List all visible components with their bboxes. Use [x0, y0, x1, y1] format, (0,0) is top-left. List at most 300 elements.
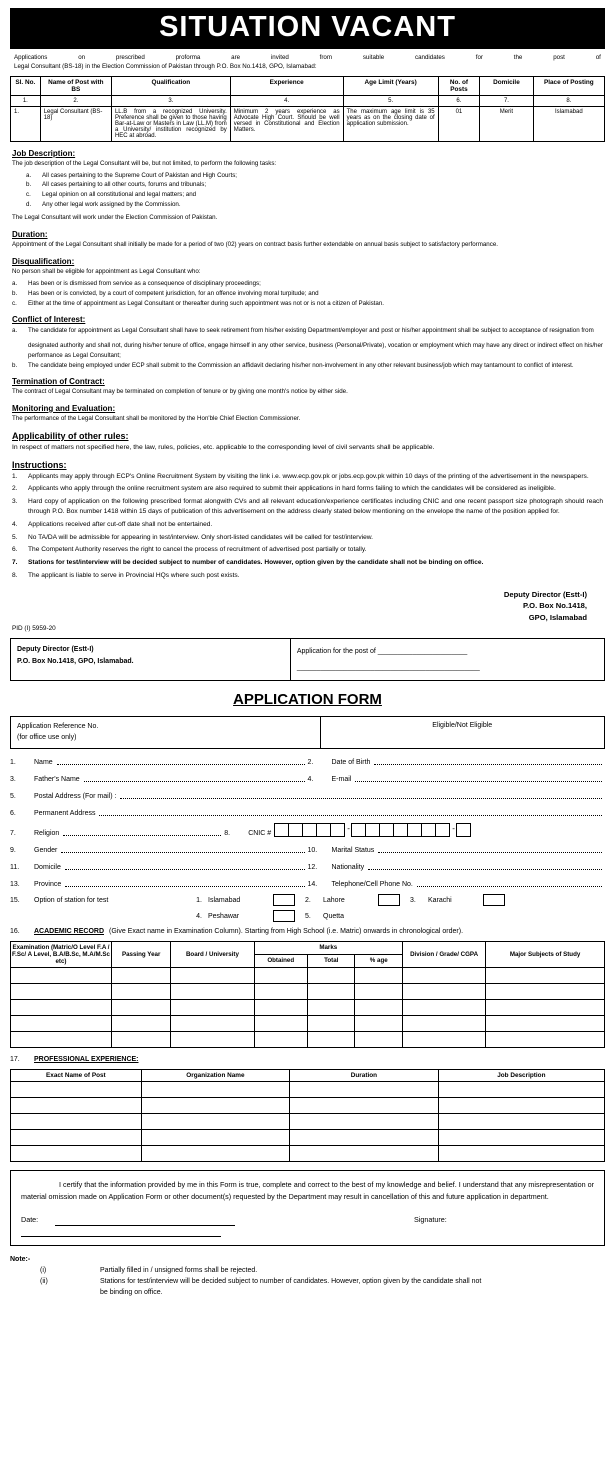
- item-mark: d.: [26, 200, 32, 208]
- th-organization: Organization Name: [141, 1070, 290, 1082]
- notes-section: [10, 1254, 605, 1299]
- field-input-line[interactable]: [378, 843, 602, 853]
- station-label: Option of station for test: [34, 896, 109, 904]
- item-text: The Competent Authority reserves the right to cancel the process of recruitment of advertised post partially or totally.: [28, 546, 367, 554]
- form-row-gender-marital: [10, 843, 605, 854]
- cell[interactable]: [141, 1098, 290, 1114]
- list-item: [12, 533, 603, 543]
- field-province[interactable]: [10, 877, 308, 888]
- item-mark: 7.: [12, 559, 18, 567]
- disqualification-intro: No person shall be eligible for appointment as Legal Consultant who:: [12, 268, 201, 276]
- th-passing-year: Passing Year: [111, 942, 170, 968]
- cell[interactable]: [171, 1000, 254, 1016]
- field-num: 14.: [307, 881, 318, 889]
- item-text: Applicants who apply through the online recruitment system are also required to submit their applications in hard forms failing to which the candidates will be considered as ineligible.: [28, 485, 556, 493]
- cell[interactable]: [355, 984, 403, 1000]
- address-right-line-2[interactable]: _______________________________________________: [296, 663, 480, 671]
- form-row-father-email: [10, 772, 605, 783]
- list-item: [12, 289, 603, 298]
- professional-experience-table: [10, 1069, 605, 1162]
- item-mark: a.: [12, 280, 18, 288]
- tn-3: 3.: [111, 95, 230, 106]
- cnic-cell[interactable]: [421, 823, 436, 837]
- cell[interactable]: [11, 968, 112, 984]
- note-mark: (ii): [40, 1277, 48, 1285]
- item-mark: 5.: [12, 533, 18, 541]
- note-item-1: [10, 1265, 605, 1276]
- field-name[interactable]: [10, 755, 308, 766]
- item-mark: 3.: [12, 498, 18, 506]
- intro-word: prescribed: [115, 54, 145, 61]
- th-job-description: Job Description: [438, 1070, 604, 1082]
- field-label: Province: [34, 881, 62, 889]
- field-input-line[interactable]: [65, 877, 304, 887]
- item-text: No TA/DA will be admissible for appearing in test/interview. Only short-listed candidates will be called for test/interview.: [28, 533, 373, 541]
- field-postal-address[interactable]: [10, 789, 605, 800]
- date-input-line[interactable]: [55, 1215, 235, 1226]
- field-label: Name: [34, 759, 53, 767]
- field-input-line[interactable]: [61, 843, 304, 853]
- cell[interactable]: [171, 1032, 254, 1048]
- form-row-religion-cnic: [10, 823, 605, 837]
- cell[interactable]: [290, 1082, 439, 1098]
- cnic-cell[interactable]: [316, 823, 331, 837]
- cell-qualification: LL.B from a recognized University. Preference shall be given to those having Bar-at-Law or Masters in Law (LL.M) from a University/ institution recognized by HEC at abroad.: [111, 106, 230, 141]
- field-input-line[interactable]: [120, 789, 602, 799]
- item-text: Either at the time of appointment as Legal Consultant or thereafter during such appointment was not or is not a citizen of Pakistan.: [28, 299, 384, 307]
- cnic-cell[interactable]: [407, 823, 422, 837]
- cell[interactable]: [11, 1032, 112, 1048]
- cell[interactable]: [111, 984, 170, 1000]
- table-row[interactable]: [11, 1016, 605, 1032]
- signature-line-2: P.O. Box No.1418,: [522, 601, 587, 611]
- cell[interactable]: [438, 1130, 604, 1146]
- cell[interactable]: [11, 1146, 142, 1162]
- th-domicile: Domicile: [480, 76, 533, 95]
- cell[interactable]: [307, 968, 355, 984]
- academic-record-heading-row: [10, 928, 605, 935]
- address-left-line-1: Deputy Director (Estt-I): [17, 646, 94, 654]
- list-item: [12, 497, 603, 517]
- cell[interactable]: [290, 1130, 439, 1146]
- academic-record-table: [10, 941, 605, 1048]
- field-input-line[interactable]: [84, 772, 305, 782]
- item-mark: b.: [26, 181, 32, 189]
- cell[interactable]: [438, 1098, 604, 1114]
- field-input-line[interactable]: [368, 860, 602, 870]
- cell-posts: 01: [438, 106, 480, 141]
- cell[interactable]: [290, 1098, 439, 1114]
- form-row-domicile-nationality: [10, 860, 605, 871]
- cell-domicile: Merit: [480, 106, 533, 141]
- field-label: Domicile: [34, 864, 61, 872]
- disqualification-section: [12, 257, 603, 308]
- eligibility-label: Eligible/Not Eligible: [432, 722, 493, 730]
- item-mark: [12, 341, 28, 360]
- station-mark-2: 2.: [305, 896, 311, 904]
- field-religion[interactable]: [10, 826, 224, 837]
- cell[interactable]: [171, 968, 254, 984]
- item-text: The applicant is liable to serve in Provincial HQs where such post exists.: [28, 571, 240, 579]
- cell[interactable]: [307, 1016, 355, 1032]
- field-domicile[interactable]: [10, 860, 308, 871]
- field-father-name[interactable]: [10, 772, 308, 783]
- table-row[interactable]: [11, 1032, 605, 1048]
- th-percent: % age: [355, 955, 403, 968]
- field-num: 13.: [10, 881, 20, 889]
- cell[interactable]: [438, 1082, 604, 1098]
- list-item: [26, 180, 603, 189]
- item-text: Stations for test/interview will be decided subject to number of candidates. However, option given by the candidate shall not be binding on office.: [28, 559, 484, 567]
- note-heading: Note:-: [10, 1255, 31, 1263]
- field-num: 10.: [307, 847, 318, 855]
- academic-header-row-1: [11, 942, 605, 955]
- item-text: Applications received after cut-off date shall not be entertained.: [28, 520, 213, 528]
- field-label: E-mail: [331, 776, 352, 784]
- monitoring-text: The performance of the Legal Consultant shall be monitored by the Hon'ble Chief Election Commissioner.: [12, 414, 301, 422]
- list-item: [12, 299, 603, 308]
- tn-1: 1.: [11, 95, 41, 106]
- intro-word: are: [231, 54, 241, 61]
- tn-5: 5.: [343, 95, 438, 106]
- termination-heading: Termination of Contract:: [12, 376, 105, 386]
- cell[interactable]: [254, 968, 307, 984]
- cnic-cell[interactable]: [288, 823, 303, 837]
- item-text: Legal opinion on all constitutional and legal matters; and: [42, 191, 197, 199]
- certification-text: I certify that the information provided by me in this Form is true, complete and correct to the best of my knowledge and belief. I understand that any misrepresentation or material omission made on Application Form or other document(s) requested by the Department may result in cancellation of this and future application in department.: [21, 1180, 594, 1201]
- station-checkbox-lahore[interactable]: [378, 894, 400, 906]
- table-row[interactable]: [11, 1130, 605, 1146]
- field-email[interactable]: [308, 772, 606, 783]
- cell[interactable]: [403, 1000, 486, 1016]
- cell[interactable]: [486, 1000, 605, 1016]
- cell[interactable]: [254, 1000, 307, 1016]
- th-sl: Sl. No.: [11, 76, 41, 95]
- field-input-line[interactable]: [63, 826, 221, 836]
- cell[interactable]: [11, 984, 112, 1000]
- station-name-3: Karachi: [428, 896, 452, 904]
- cell[interactable]: [141, 1114, 290, 1130]
- table-row[interactable]: [11, 984, 605, 1000]
- intro-word: candidates: [414, 54, 445, 61]
- cnic-cell[interactable]: [302, 823, 317, 837]
- intro-word: suitable: [362, 54, 385, 61]
- field-num: 6.: [10, 810, 16, 818]
- table-row[interactable]: [11, 1082, 605, 1098]
- address-left-line-2: P.O. Box No.1418, GPO, Islamabad.: [17, 658, 134, 666]
- station-name-1: Islamabad: [208, 896, 241, 904]
- table-number-row: [11, 95, 605, 106]
- cell[interactable]: [438, 1146, 604, 1162]
- list-item: [12, 279, 603, 288]
- cell[interactable]: [11, 1098, 142, 1114]
- station-mark-3: 3.: [410, 896, 416, 904]
- station-checkbox-islamabad[interactable]: [273, 894, 295, 906]
- cell[interactable]: [290, 1114, 439, 1130]
- cell[interactable]: [307, 1000, 355, 1016]
- professional-header-row: [11, 1070, 605, 1082]
- cnic-cell[interactable]: [393, 823, 408, 837]
- cell[interactable]: [290, 1146, 439, 1162]
- cell[interactable]: [307, 984, 355, 1000]
- tn-6: 6.: [438, 95, 480, 106]
- application-form-title: APPLICATION FORM: [233, 691, 382, 709]
- cell[interactable]: [438, 1114, 604, 1130]
- cnic-cell[interactable]: [351, 823, 366, 837]
- tn-8: 8.: [533, 95, 604, 106]
- cell[interactable]: [403, 1032, 486, 1048]
- station-checkbox-karachi[interactable]: [483, 894, 505, 906]
- reference-left: [11, 717, 321, 748]
- item-text: Has been or is dismissed from service as a consequence of disciplinary proceedings;: [28, 280, 261, 288]
- signature-line-3: GPO, Islamabad: [528, 612, 587, 622]
- instructions-list: [12, 472, 603, 581]
- field-label: Nationality: [331, 864, 365, 872]
- instructions-heading: Instructions:: [12, 459, 67, 470]
- station-name-4: Peshawar: [208, 912, 240, 920]
- field-num: 11.: [10, 864, 20, 872]
- monitoring-section: [12, 404, 603, 424]
- cell[interactable]: [111, 1032, 170, 1048]
- cell[interactable]: [111, 1000, 170, 1016]
- duration-heading: Duration:: [12, 230, 48, 240]
- station-mark-1: 1.: [196, 896, 202, 904]
- cell[interactable]: [486, 1016, 605, 1032]
- field-num: 12.: [307, 864, 318, 872]
- cell[interactable]: [11, 1130, 142, 1146]
- address-box-right: [291, 639, 604, 680]
- intro-word: proforma: [175, 54, 201, 61]
- cell[interactable]: [486, 1032, 605, 1048]
- cell-sl: 1.: [11, 106, 41, 141]
- other-rules-section: [12, 431, 603, 453]
- cell[interactable]: [355, 1016, 403, 1032]
- tn-2: 2.: [40, 95, 111, 106]
- field-nationality[interactable]: [308, 860, 606, 871]
- field-input-line[interactable]: [374, 755, 602, 765]
- cell[interactable]: [11, 1000, 112, 1016]
- field-label: Postal Address (For mail) :: [34, 793, 117, 801]
- date-signature-row: [21, 1214, 594, 1226]
- duration-section: [12, 230, 603, 250]
- intro-word: Applications: [14, 54, 48, 61]
- th-duration: Duration: [290, 1070, 439, 1082]
- field-num: 2.: [307, 759, 314, 767]
- cell[interactable]: [355, 1032, 403, 1048]
- pid-number: PID (I) 5959-20: [12, 625, 56, 633]
- field-num: 4.: [307, 776, 314, 784]
- cell[interactable]: [486, 968, 605, 984]
- cell[interactable]: [171, 984, 254, 1000]
- field-input-line[interactable]: [65, 860, 305, 870]
- certification-box: [10, 1170, 605, 1246]
- field-cnic[interactable]: [224, 823, 605, 837]
- field-label: CNIC #: [248, 830, 272, 838]
- item-mark: a.: [26, 171, 32, 179]
- intro-word: for: [475, 54, 483, 61]
- conflict-section: [12, 315, 603, 370]
- monitoring-heading: Monitoring and Evaluation:: [12, 403, 116, 413]
- date-extra-line[interactable]: [21, 1230, 221, 1237]
- cell[interactable]: [111, 1016, 170, 1032]
- item-text: Applicants may apply through ECP's Online Recruitment System by visiting the link i.e. www.ecp.gov.pk or jobs.ecp.gov.pk within 10 days of the printing of the advertisement in the newspapers.: [28, 472, 589, 480]
- field-num: 15.: [10, 896, 20, 904]
- field-num: 7.: [10, 830, 16, 838]
- station-name-5: Quetta: [323, 912, 345, 920]
- form-row-name-dob: [10, 755, 605, 766]
- address-box-left: [11, 639, 291, 680]
- note-text: be binding on office.: [100, 1289, 163, 1297]
- cell-experience: Minimum 2 years experience as Advocate High Court. Should be well versed in Constitutional and Election Matters.: [230, 106, 343, 141]
- job-description-section: [12, 149, 603, 224]
- cell-place: Islamabad: [533, 106, 604, 141]
- field-permanent-address[interactable]: [10, 806, 605, 817]
- cell[interactable]: [403, 1016, 486, 1032]
- field-gender[interactable]: [10, 843, 308, 854]
- cell-post: Legal Consultant (BS-18): [40, 106, 111, 141]
- table-row: [11, 106, 605, 141]
- note-item-2: [10, 1276, 605, 1287]
- field-input-line[interactable]: [57, 755, 305, 765]
- table-row[interactable]: [11, 1098, 605, 1114]
- cnic-cell[interactable]: [435, 823, 450, 837]
- field-label: Religion: [34, 830, 60, 838]
- item-mark: 2.: [12, 485, 18, 493]
- item-text: designated authority and shall not, during his/her tenure of office, engage himself in any other service, business (Personal/Private), vocation or employment which may have any direct or indirect effect on his/her performance as Legal Consultant;: [28, 342, 603, 359]
- job-description-heading: Job Description:: [12, 148, 76, 158]
- item-text: All cases pertaining to the Supreme Court of Pakistan and High Courts;: [42, 171, 238, 179]
- banner-title: SITUATION VACANT: [10, 8, 605, 49]
- cell[interactable]: [11, 1114, 142, 1130]
- cnic-cell[interactable]: [456, 823, 471, 837]
- table-row[interactable]: [11, 1114, 605, 1130]
- item-mark: b.: [12, 361, 18, 369]
- cell[interactable]: [11, 1016, 112, 1032]
- item-text: The candidate for appointment as Legal Consultant shall have to seek retirement from his/her existing Department/employer and post or his/her appointment shall be subject to acceptance of resignation from: [28, 327, 594, 335]
- cell[interactable]: [307, 1032, 355, 1048]
- station-checkbox-peshawar[interactable]: [273, 910, 295, 922]
- table-row[interactable]: [11, 1146, 605, 1162]
- note-text: Partially filled in / unsigned forms shall be rejected.: [100, 1266, 258, 1274]
- cell[interactable]: [171, 1016, 254, 1032]
- cell[interactable]: [403, 968, 486, 984]
- field-telephone[interactable]: [308, 877, 606, 888]
- professional-heading: PROFESSIONAL EXPERIENCE:: [34, 1056, 139, 1064]
- cnic-boxes[interactable]: [275, 823, 471, 837]
- conflict-list: [12, 326, 603, 370]
- cnic-dash: -: [452, 824, 455, 834]
- job-description-list: [26, 171, 603, 210]
- cell[interactable]: [254, 1016, 307, 1032]
- field-input-line[interactable]: [99, 806, 602, 816]
- item-text: All cases pertaining to all other courts, forums and tribunals;: [42, 181, 207, 189]
- field-label: Date of Birth: [331, 759, 371, 767]
- cnic-cell[interactable]: [274, 823, 289, 837]
- note-mark: (i): [40, 1266, 47, 1274]
- cell[interactable]: [355, 968, 403, 984]
- note-mark: [10, 1287, 100, 1298]
- cell[interactable]: [141, 1082, 290, 1098]
- th-examination: Examination (Matric/O Level F.A / F.Sc/ A Level, B.A/B.Sc, M.A/M.Sc etc): [11, 942, 112, 968]
- cnic-cell[interactable]: [379, 823, 394, 837]
- tn-4: 4.: [230, 95, 343, 106]
- item-text: Hard copy of application on the following prescribed format alongwith CVs and all relevant education/experience certificates including CNIC and one recent passport size photograph should reach through P.O. Box number 1418 within 15 days of publication of this advertisement on the address clearly stated below mentioning on the envelope the name of the position applied for.: [28, 498, 603, 516]
- list-item: [12, 326, 603, 335]
- cell[interactable]: [141, 1146, 290, 1162]
- conflict-heading: Conflict of Interest:: [12, 315, 86, 325]
- list-item: [26, 171, 603, 180]
- termination-section: [12, 377, 603, 397]
- intro-word: from: [319, 54, 333, 61]
- intro-word: the: [513, 54, 523, 61]
- field-num: 8.: [224, 830, 231, 838]
- cell[interactable]: [403, 984, 486, 1000]
- field-dob[interactable]: [308, 755, 606, 766]
- intro-word: invited: [270, 54, 289, 61]
- item-mark: 1.: [12, 472, 18, 480]
- intro-word: on: [78, 54, 86, 61]
- field-num: 9.: [10, 847, 16, 855]
- list-item: [12, 361, 603, 370]
- field-num: 5.: [10, 793, 16, 801]
- field-num: 3.: [10, 776, 16, 784]
- th-total: Total: [307, 955, 355, 968]
- station-name-2: Lahore: [323, 896, 345, 904]
- item-text: The candidate being employed under ECP shall submit to the Commission an affidavit declaring his/her non-involvement in any other relevant business/job which may tantamount to conflict of interest.: [28, 361, 574, 369]
- cell[interactable]: [254, 984, 307, 1000]
- job-description-intro: The job description of the Legal Consultant will be, but not limited, to perform the following tasks:: [12, 159, 277, 167]
- cell[interactable]: [486, 984, 605, 1000]
- field-num: 16.: [10, 928, 20, 936]
- cnic-cell[interactable]: [365, 823, 380, 837]
- item-mark: a.: [12, 327, 18, 335]
- th-place: Place of Posting: [533, 76, 604, 95]
- intro-line-1: [14, 53, 601, 62]
- field-input-line[interactable]: [417, 877, 602, 887]
- list-item: [26, 190, 603, 199]
- list-item: [12, 545, 603, 555]
- academic-heading: ACADEMIC RECORD: [34, 928, 104, 936]
- cell[interactable]: [254, 1032, 307, 1048]
- field-label: Marital Status: [331, 847, 375, 855]
- cell-age: The maximum age limit is 35 years as on the closing date of application submission.: [343, 106, 438, 141]
- table-row[interactable]: [11, 1000, 605, 1016]
- field-input-line[interactable]: [355, 772, 602, 782]
- th-marks: Marks: [254, 942, 402, 955]
- reference-label-2: (for office use only): [17, 733, 77, 741]
- cell[interactable]: [111, 968, 170, 984]
- address-right-line-1[interactable]: Application for the post of _______________________: [296, 648, 468, 656]
- cell[interactable]: [11, 1082, 142, 1098]
- cell[interactable]: [355, 1000, 403, 1016]
- termination-text: The contract of Legal Consultant may be terminated on completion of tenure or by giving one month's notice by either side.: [12, 387, 348, 395]
- intro-line-2: Legal Consultant (BS-18) in the Election Commission of Pakistan through P.O. Box No.1418, GPO, Islamabad:: [14, 63, 317, 71]
- reference-label-1: Application Reference No.: [17, 723, 99, 731]
- table-row[interactable]: [11, 968, 605, 984]
- item-mark: 6.: [12, 546, 18, 554]
- field-marital-status[interactable]: [308, 843, 606, 854]
- th-post-name: Exact Name of Post: [11, 1070, 142, 1082]
- item-mark: c.: [26, 191, 31, 199]
- list-item: [12, 571, 603, 581]
- list-item: [12, 558, 603, 568]
- cell[interactable]: [141, 1130, 290, 1146]
- cnic-cell[interactable]: [330, 823, 345, 837]
- th-post: Name of Post with BS: [40, 76, 111, 95]
- station-mark-4: 4.: [196, 912, 202, 920]
- item-text: Has been or is convicted, by a court of competent jurisdiction, for an offence involving moral turpitude; and: [28, 290, 319, 298]
- list-item: [26, 200, 603, 209]
